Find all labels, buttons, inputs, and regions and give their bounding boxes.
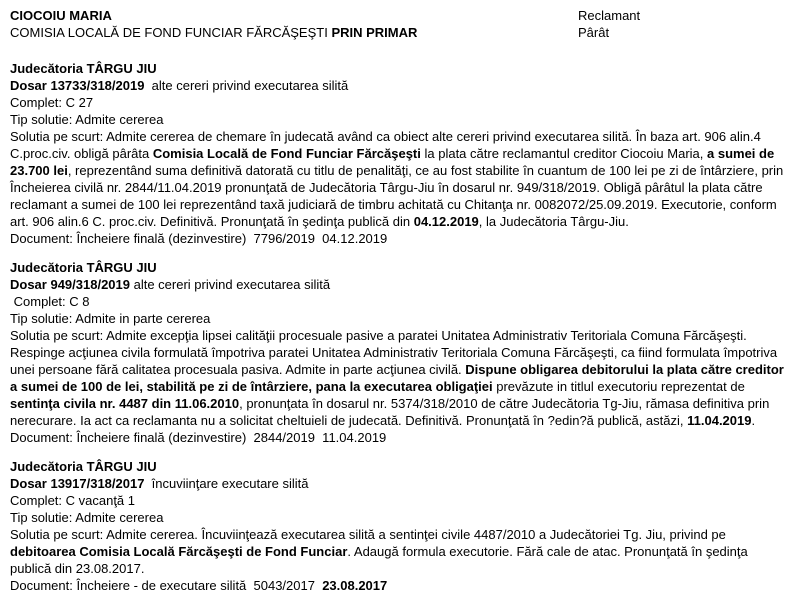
court-name-segment: Judecătoria TÂRGU JIU xyxy=(10,459,157,474)
complet-line-segment: Complet: C 8 xyxy=(10,294,90,309)
tip-solutie-line-segment: Tip solutie: Admite in parte cererea xyxy=(10,311,211,326)
document-line-segment: Document: Încheiere - de executare silită 5043/2017 xyxy=(10,578,323,593)
complet-line-segment: Complet: C 27 xyxy=(10,95,94,110)
party-name xyxy=(10,24,578,41)
party-role: Pârât xyxy=(578,25,610,40)
dosar-line-segment: alte cereri privind executarea silită xyxy=(144,78,349,93)
tip-solutie-line xyxy=(10,111,790,128)
party-row xyxy=(10,24,790,41)
party-name-segment: CIOCOIU MARIA xyxy=(10,8,112,23)
court-name-segment: Judecătoria TÂRGU JIU xyxy=(10,260,157,275)
document-line xyxy=(10,577,790,594)
solutie-text xyxy=(10,327,790,429)
document-line xyxy=(10,230,790,247)
party-row xyxy=(10,7,790,24)
dosar-line xyxy=(10,276,790,293)
tip-solutie-line-segment: Tip solutie: Admite cererea xyxy=(10,510,164,525)
solutie-text-segment: Comisia Locală de Fond Funciar Fărcăşeşti xyxy=(152,146,421,161)
tip-solutie-line xyxy=(10,509,790,526)
complet-line xyxy=(10,293,790,310)
solutie-text-segment: , reprezentând suma definitivă datorată cu titlu de penalităţi, ce au fost stabilite în cuantum de 100 lei pe zi de întârziere, prin Încheierea civilă nr. 2844/11.04.2019 pronunţată de Judecătoria Târgu-Jiu în dosarul nr. 949/318/2019. Obligă pârâtul la plata către reclamant a sumei de 100 lei reprezentând taxă judiciară de timbru achitată cu Chitanţa nr. 0082072/25.09.2019. Executorie, conform art. 906 alin.6 C. proc.civ. Definitivă. Pronunţată în şedinţa publică din xyxy=(10,163,787,229)
party-name xyxy=(10,7,578,24)
case-section xyxy=(10,60,790,247)
solutie-text-segment: , pronunţata în dosarul nr. 5374/318/2010 de către Judecătoria Tg-Jiu, rămasa definitiva prin nerecurare. Ia act ca reclamanta nu a solicitat cheltuieli de judecată. Definitivă. Pronunţată în ?edin?ă publică, astăzi, xyxy=(10,396,773,428)
complet-line-segment: Complet: C vacanţă 1 xyxy=(10,493,136,508)
solutie-text-segment: Dispune obligarea debitorului la plata către creditor a sumei de 100 de lei, stabilită pe zi de întârziere, pana la executarea obligaţiei xyxy=(10,362,788,394)
document-line-segment: 23.08.2017 xyxy=(322,578,388,593)
court-name xyxy=(10,458,790,475)
solutie-text-segment: Solutia pe scurt: Admite excepţia lipsei calităţii procesuale pasive a paratei Unitatea Administrativ Teritoriala Comuna Fărcăşeşti. Respinge acţiunea civila formulată împotriva paratei Unitatea Administrativ Teritoriala Comuna Fărcăşeşti, ca fiind formulata împotriva unei persoane fără calitatea procesuala pasiva. Admite in parte acţiunea civilă. xyxy=(10,328,781,377)
dosar-line-segment: Dosar 949/318/2019 xyxy=(10,277,130,292)
court-name-segment: Judecătoria TÂRGU JIU xyxy=(10,61,157,76)
solutie-text-segment: a sumei de 23.700 lei xyxy=(10,146,778,178)
solutie-text-segment: Solutia pe scurt: Admite cererea. Încuviinţează executarea silită a sentinţei civile 4487/2010 a Judecătoriei Tg. Jiu, privind pe xyxy=(10,527,730,542)
solutie-text-segment: prevăzute in titlul executoriu reprezentat de xyxy=(492,379,749,394)
solutie-text-segment: la plata către reclamantul creditor Ciocoiu Maria, xyxy=(420,146,707,161)
complet-line xyxy=(10,492,790,509)
document-line xyxy=(10,429,790,446)
case-list xyxy=(10,60,790,594)
dosar-line-segment: alte cereri privind executarea silită xyxy=(129,277,331,292)
case-section xyxy=(10,458,790,594)
solutie-text-segment: , la Judecătoria Târgu-Jiu. xyxy=(478,214,629,229)
dosar-line-segment: Dosar 13733/318/2019 xyxy=(10,78,145,93)
case-section xyxy=(10,259,790,446)
parties-header xyxy=(10,7,790,41)
dosar-line-segment: Dosar 13917/318/2017 xyxy=(10,476,145,491)
party-name-segment: COMISIA LOCALĂ DE FOND FUNCIAR FĂRCĂŞEŞTI xyxy=(10,25,332,40)
court-name xyxy=(10,60,790,77)
complet-line xyxy=(10,94,790,111)
dosar-line-segment: încuviinţare executare silită xyxy=(144,476,309,491)
solutie-text-segment: debitoarea Comisia Locală Fărcăşeşti de Fond Funciar xyxy=(10,544,348,559)
party-name-segment: PRIN PRIMAR xyxy=(331,25,418,40)
solutie-text xyxy=(10,526,790,577)
solutie-text-segment: . Adaugă formula executorie. Fără cale de atac. Pronunţată în şedinţa publică din 23.08.2017. xyxy=(10,544,752,576)
tip-solutie-line-segment: Tip solutie: Admite cererea xyxy=(10,112,164,127)
solutie-text-segment: sentinţa civila nr. 4487 din 11.06.2010 xyxy=(10,396,240,411)
document-line-segment: Document: Încheiere finală (dezinvestire) 7796/2019 04.12.2019 xyxy=(10,231,388,246)
tip-solutie-line xyxy=(10,310,790,327)
solutie-text-segment: Solutia pe scurt: Admite cererea de chemare în judecată având ca obiect alte cereri privind executarea silită. În baza art. 906 alin.4 C.proc.civ. obligă pârâta xyxy=(10,129,765,161)
court-name xyxy=(10,259,790,276)
solutie-text-segment: . xyxy=(751,413,756,428)
solutie-text-segment: 04.12.2019 xyxy=(413,214,479,229)
solutie-text-segment: 11.04.2019 xyxy=(687,413,752,428)
party-role: Reclamant xyxy=(578,8,641,23)
document-line-segment: Document: Încheiere finală (dezinvestire) 2844/2019 11.04.2019 xyxy=(10,430,387,445)
dosar-line xyxy=(10,77,790,94)
solutie-text xyxy=(10,128,790,230)
dosar-line xyxy=(10,475,790,492)
